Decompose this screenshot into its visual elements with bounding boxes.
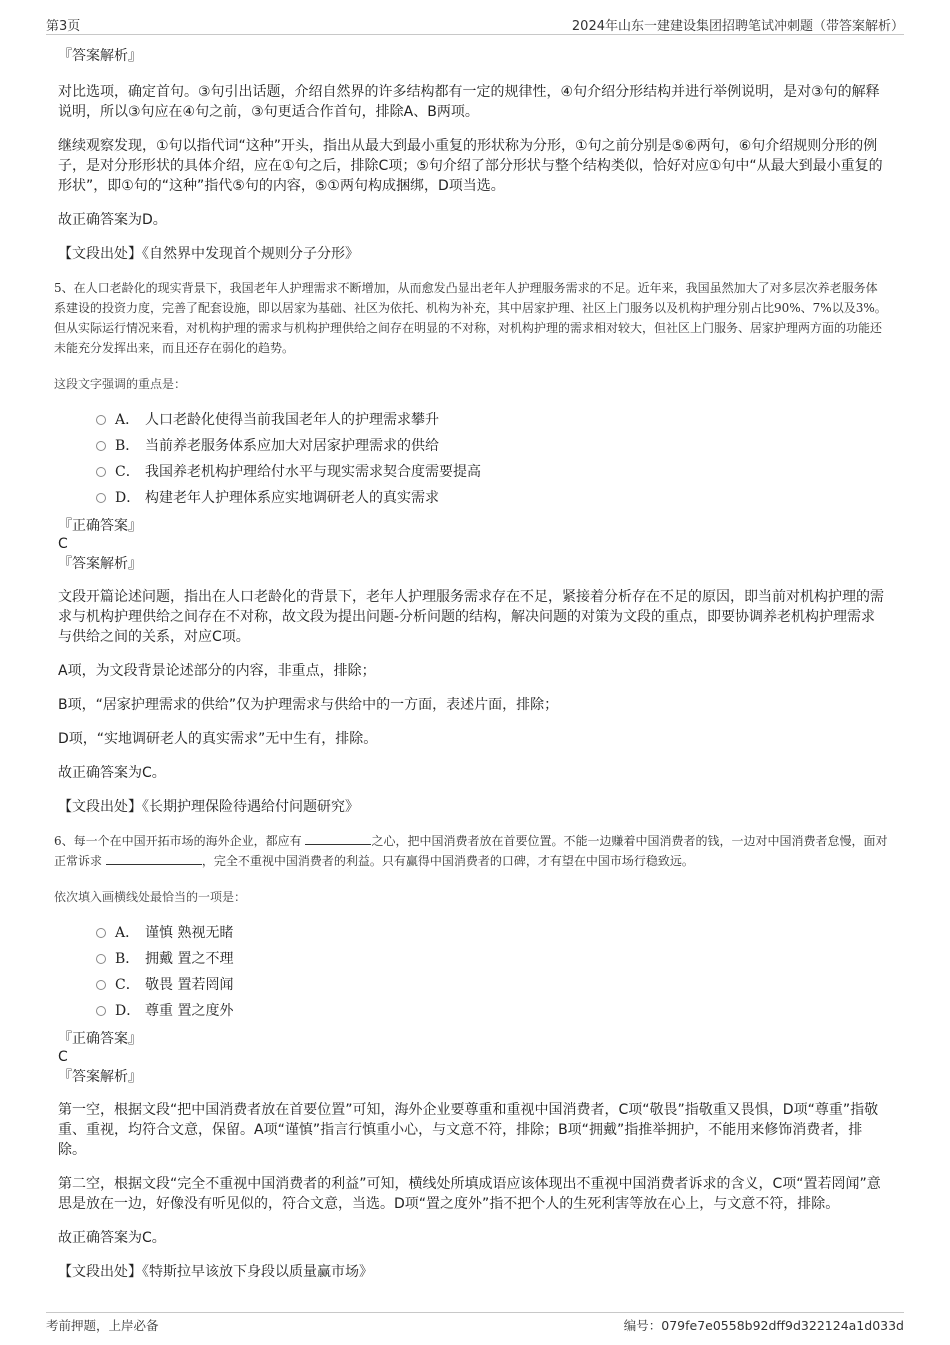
blank-line	[305, 831, 371, 845]
q5-options	[58, 407, 888, 511]
q5-analysis-label: 『答案解析』	[58, 556, 142, 572]
q6-analysis-label: 『答案解析』	[58, 1069, 142, 1085]
radio-circle-icon[interactable]	[96, 980, 106, 990]
radio-circle-icon[interactable]	[96, 1006, 106, 1016]
page-number: 第3页	[46, 19, 81, 34]
blank-line	[106, 851, 202, 865]
q5-answer: C	[58, 536, 68, 552]
q6-option-c[interactable]: C． 敬畏 置若罔闻	[58, 972, 888, 998]
q6-answer: C	[58, 1049, 68, 1065]
q5-option-c[interactable]: C． 我国养老机构护理给付水平与现实需求契合度需要提高	[58, 459, 888, 485]
page-content	[54, 44, 888, 1296]
page-footer	[46, 1312, 904, 1335]
q5-prompt: 这段文字强调的重点是：	[54, 377, 187, 391]
q4-analysis-label: 『答案解析』	[58, 48, 142, 64]
document-title: 2024年山东一建建设集团招聘笔试冲刺题（带答案解析）	[571, 19, 904, 34]
footer-serial: 编号：079fe7e0558b92dff9d322124a1d033d	[623, 1318, 904, 1333]
q5-answer-label: 『正确答案』	[58, 518, 142, 534]
q6-source: 【文段出处】《特斯拉早该放下身段以质量赢市场》	[58, 1264, 373, 1280]
radio-circle-icon[interactable]	[96, 467, 106, 477]
q5-analysis-p3: B项，“居家护理需求的供给”仅为护理需求与供给中的一方面，表述片面，排除；	[58, 697, 559, 713]
q6-analysis-p2: 第二空，根据文段“完全不重视中国消费者的利益”可知，横线处所填成语应该体现出不重视中国消费者诉求的含义，C项“置若罔闻”意思是放在一边，好像没有听见似的，符合文意，当选。D项“置之度外”指不把个人的生死利害等放在心上，与文意不符，排除。	[58, 1176, 881, 1212]
q5-option-a[interactable]: A． 人口老龄化使得当前我国老年人的护理需求攀升	[58, 407, 888, 433]
q6-option-a[interactable]: A． 谨慎 熟视无睹	[58, 920, 888, 946]
radio-circle-icon[interactable]	[96, 954, 106, 964]
q5-analysis-p5: 故正确答案为C。	[58, 765, 166, 781]
q6-prompt: 依次填入画横线处最恰当的一项是：	[54, 890, 247, 904]
radio-circle-icon[interactable]	[96, 493, 106, 503]
q6-option-b[interactable]: B． 拥戴 置之不理	[58, 946, 888, 972]
q4-analysis-p3: 故正确答案为D。	[58, 212, 167, 228]
q4-source: 【文段出处】《自然界中发现首个规则分子分形》	[58, 246, 359, 262]
radio-circle-icon[interactable]	[96, 415, 106, 425]
q4-analysis-p2: 继续观察发现，①句以指代词“这种”开头，指出从最大到最小重复的形状称为分形，①句之前分别是⑤⑥两句，⑥句介绍规则分形的例子，是对分形形状的具体介绍，应在①句之后，排除C项；⑤句介绍了部分形状与整个结构类似，恰好对应①句中“从最大到最小重复的形状”，即①句的“这种”指代⑤句的内容，⑤①两句构成捆绑，D项当选。	[58, 138, 883, 194]
radio-circle-icon[interactable]	[96, 441, 106, 451]
q5-analysis-p4: D项，“实地调研老人的真实需求”无中生有，排除。	[58, 731, 378, 747]
q5-analysis-p1: 文段开篇论述问题，指出在人口老龄化的背景下，老年人护理服务需求存在不足，紧接着分析存在不足的原因，即当前对机构护理的需求与机构护理供给之间存在不对称，故文段为提出问题-分析问题的结构，解决问题的对策为文段的重点，即要协调养老机构护理需求与供给之间的关系，对应C项。	[58, 589, 884, 645]
q6-option-d[interactable]: D． 尊重 置之度外	[58, 998, 888, 1024]
q5-analysis-p2: A项，为文段背景论述部分的内容，非重点，排除；	[58, 663, 376, 679]
q5-option-b[interactable]: B． 当前养老服务体系应加大对居家护理需求的供给	[58, 433, 888, 459]
q4-analysis-p1: 对比选项，确定首句。③句引出话题，介绍自然界的许多结构都有一定的规律性，④句介绍分形结构并进行举例说明，是对③句的解释说明，所以③句应在④句之前，③句更适合作首句，排除A、B两项。	[58, 84, 880, 120]
radio-circle-icon[interactable]	[96, 928, 106, 938]
q6-analysis-p1: 第一空，根据文段“把中国消费者放在首要位置”可知，海外企业要尊重和重视中国消费者，C项“敬畏”指敬重又畏惧，D项“尊重”指敬重、重视，均符合文意，保留。A项“谨慎”指言行慎重小心，与文意不符，排除；B项“拥戴”指推举拥护，不能用来修饰消费者，排除。	[58, 1102, 879, 1158]
q6-analysis-p3: 故正确答案为C。	[58, 1230, 166, 1246]
page-header	[46, 14, 904, 35]
q6-options	[58, 920, 888, 1024]
footer-slogan: 考前押题，上岸必备	[46, 1318, 159, 1333]
q6-answer-label: 『正确答案』	[58, 1031, 142, 1047]
q5-question-text: 5、在人口老龄化的现实背景下，我国老年人护理需求不断增加，从而愈发凸显出老年人护理服务需求的不足。近年来，我国虽然加大了对多层次养老服务体系建设的投资力度，完善了配套设施，即以居家为基础、社区为依托、机构为补充，其中居家护理、社区上门服务以及机构护理分别占比90%、7%以及3%。但从实际运行情况来看，对机构护理的需求与机构护理供给之间存在明显的不对称，对机构护理的需求相对较大，但社区上门服务、居家护理两方面的功能还未能充分发挥出来，而且还存在弱化的趋势。	[54, 281, 887, 355]
q6-question-text: 6、每一个在中国开拓市场的海外企业，都应有 之心，把中国消费者放在首要位置。不能一边赚着中国消费者的钱，一边对中国消费者怠慢，面对正常诉求 ，完全不重视中国消费者的利益。只有赢得中国消费者的口碑，才有望在中国市场行稳致远。	[54, 831, 888, 871]
q5-option-d[interactable]: D． 构建老年人护理体系应实地调研老人的真实需求	[58, 485, 888, 511]
q5-source: 【文段出处】《长期护理保险待遇给付问题研究》	[58, 799, 359, 815]
